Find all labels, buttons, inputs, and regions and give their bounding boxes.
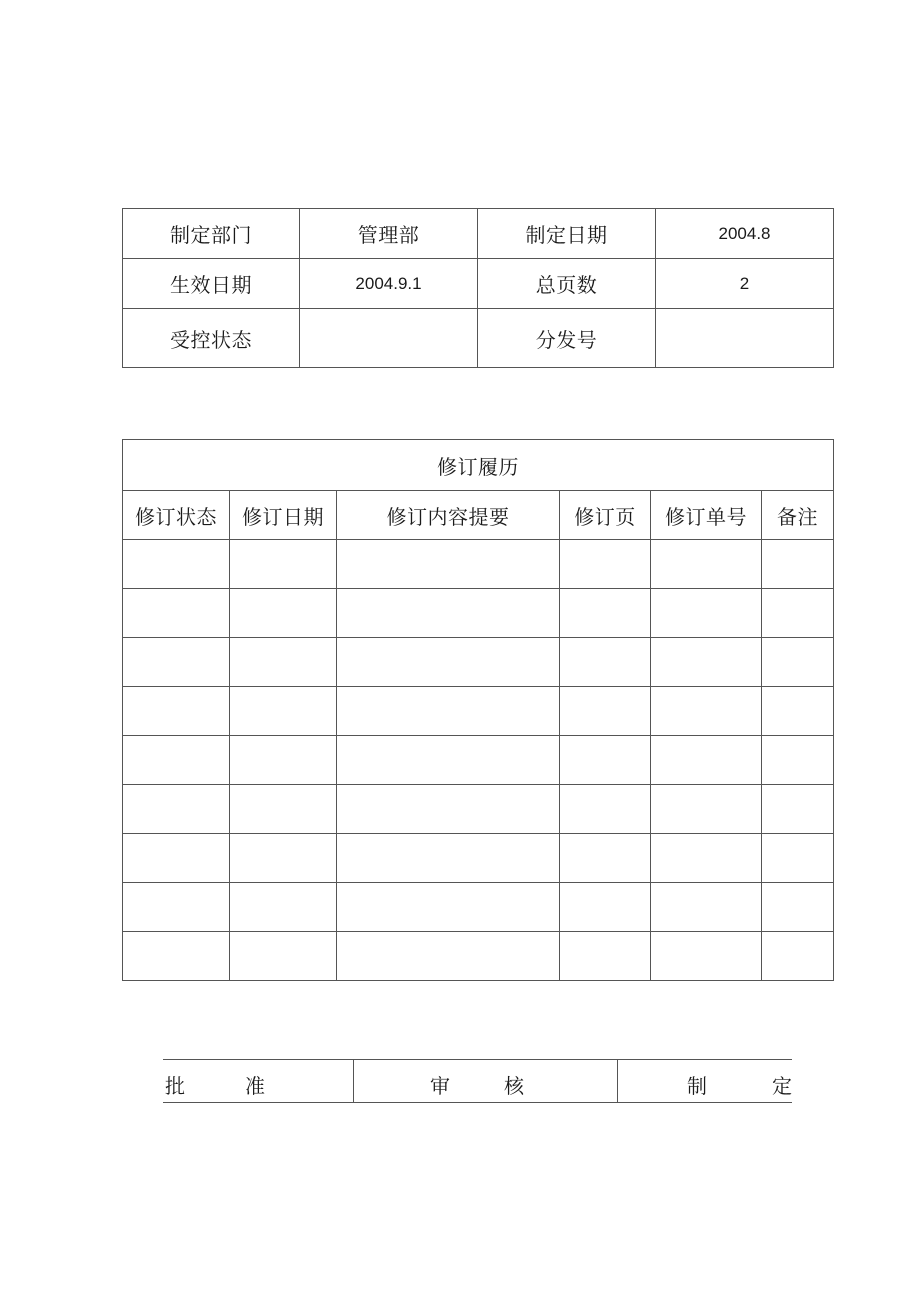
table-cell [230,883,337,932]
signature-review [354,1060,618,1102]
document-info-table [122,208,834,368]
revision-title-row [123,440,834,491]
signature-approve [163,1060,354,1102]
column-header-revision-date: 修订日期 [230,491,337,540]
column-header-revision-summary: 修订内容提要 [337,491,560,540]
value-distribution-number [656,309,834,368]
table-cell [560,687,651,736]
label-effective-date: 生效日期 [123,259,300,309]
table-cell [230,687,337,736]
signature-prepare [618,1060,792,1102]
signature-bar [163,1059,792,1103]
table-cell [123,589,230,638]
table-cell [762,932,834,981]
table-row [123,932,834,981]
table-cell [337,785,560,834]
table-cell [230,785,337,834]
table-cell [230,736,337,785]
table-cell [560,883,651,932]
table-cell [762,540,834,589]
table-cell [651,834,762,883]
table-cell [651,589,762,638]
value-control-status [300,309,478,368]
table-cell [337,687,560,736]
table-cell [337,540,560,589]
table-row [123,638,834,687]
table-cell [762,687,834,736]
column-header-revision-status: 修订状态 [123,491,230,540]
table-cell [123,932,230,981]
revision-history-table [122,439,834,981]
table-cell [230,932,337,981]
label-total-pages: 总页数 [478,259,656,309]
label-control-status: 受控状态 [123,309,300,368]
label-distribution-number: 分发号 [478,309,656,368]
table-cell [123,638,230,687]
table-cell [337,932,560,981]
column-header-revision-number: 修订单号 [651,491,762,540]
revision-history-title: 修订履历 [123,440,834,491]
signature-prepare-char-2: 定 [772,1074,792,1098]
table-cell [651,932,762,981]
table-cell [230,834,337,883]
signature-review-char-2: 核 [504,1074,524,1098]
table-cell [337,589,560,638]
table-cell [560,736,651,785]
info-row [123,259,834,309]
table-cell [762,883,834,932]
table-cell [337,834,560,883]
signature-approve-char-1: 批 [165,1074,185,1098]
table-cell [560,540,651,589]
signature-review-char-1: 审 [430,1074,450,1098]
table-cell [123,785,230,834]
value-issue-date: 2004.8 [656,209,834,259]
table-cell [651,785,762,834]
signature-approve-char-2: 准 [245,1074,265,1098]
table-cell [123,687,230,736]
value-total-pages: 2 [656,259,834,309]
table-cell [230,540,337,589]
column-header-revision-page: 修订页 [560,491,651,540]
table-cell [123,834,230,883]
table-cell [651,687,762,736]
table-cell [651,736,762,785]
table-row [123,785,834,834]
column-header-remarks: 备注 [762,491,834,540]
table-cell [651,540,762,589]
label-issue-date: 制定日期 [478,209,656,259]
table-cell [560,638,651,687]
table-row [123,736,834,785]
table-cell [560,834,651,883]
info-row [123,209,834,259]
table-row [123,834,834,883]
table-cell [762,834,834,883]
table-cell [762,589,834,638]
revision-header-row [123,491,834,540]
value-issuing-department: 管理部 [300,209,478,259]
table-row [123,589,834,638]
table-cell [560,589,651,638]
revision-rows [123,540,834,981]
table-cell [123,540,230,589]
table-cell [230,589,337,638]
table-row [123,687,834,736]
table-cell [762,736,834,785]
table-cell [651,883,762,932]
table-cell [762,638,834,687]
table-cell [337,736,560,785]
table-cell [560,785,651,834]
table-row [123,540,834,589]
table-cell [123,736,230,785]
table-cell [337,638,560,687]
table-cell [651,638,762,687]
value-effective-date: 2004.9.1 [300,259,478,309]
table-cell [230,638,337,687]
table-cell [560,932,651,981]
label-issuing-department: 制定部门 [123,209,300,259]
table-cell [337,883,560,932]
table-cell [762,785,834,834]
info-row [123,309,834,368]
signature-prepare-char-1: 制 [687,1074,707,1098]
table-row [123,883,834,932]
table-cell [123,883,230,932]
